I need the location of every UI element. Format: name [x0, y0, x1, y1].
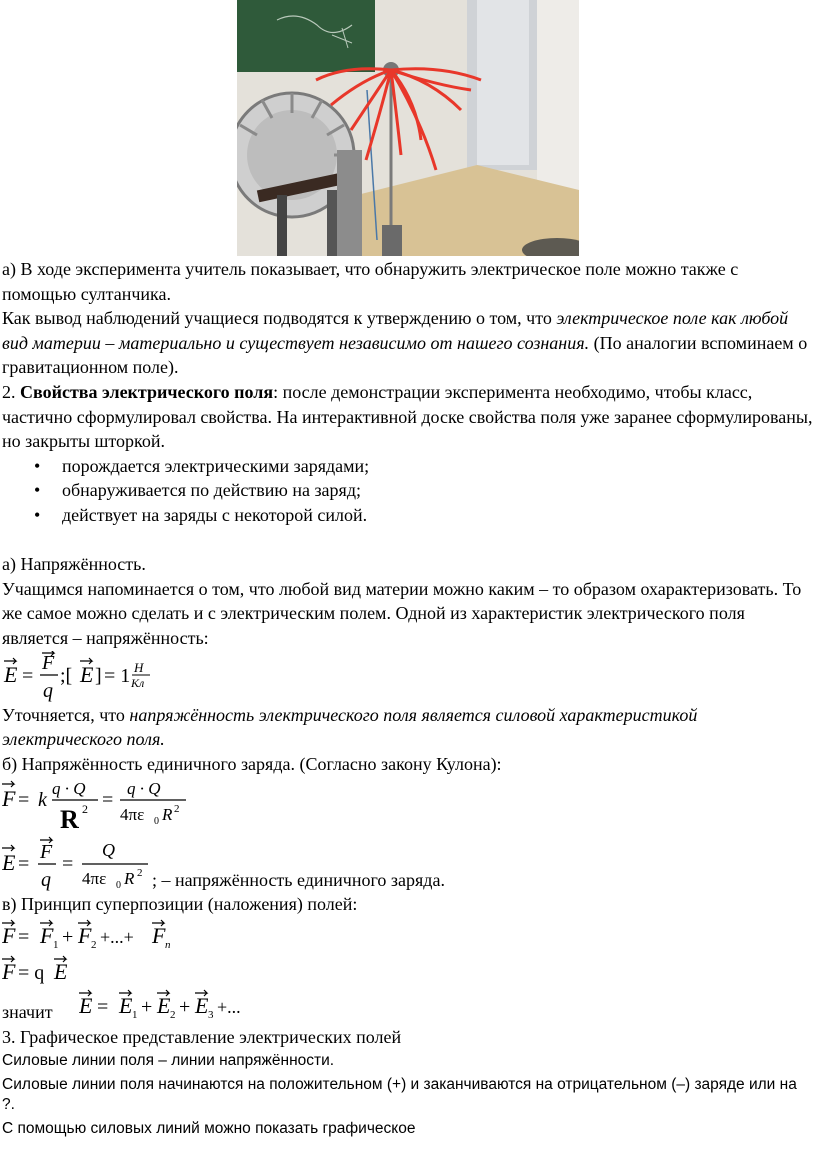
list-item-text: обнаруживается по действию на заряд; — [62, 480, 361, 501]
svg-text:+: + — [62, 925, 74, 948]
bullet-icon: • — [34, 480, 41, 501]
fraction-numerator: q · Q — [52, 779, 86, 799]
paragraph-field-lines-graphic: С помощью силовых линий можно показать графическое — [2, 1120, 416, 1138]
equals-q: = q — [18, 961, 45, 984]
paragraph-clarification — [2, 703, 814, 752]
svg-text:2: 2 — [137, 867, 143, 880]
properties-list — [2, 454, 814, 528]
symbol-f: F — [2, 786, 16, 812]
sum-dots: +...+ — [100, 926, 134, 947]
paragraph-superposition: в) Принцип суперпозиции (наложения) полей: — [2, 894, 358, 915]
spacer — [2, 528, 814, 553]
symbol-r-bold: R — [60, 805, 79, 833]
symbol-k: k — [38, 789, 47, 812]
unit-charge-caption: ; – напряжённость единичного заряда. — [152, 869, 445, 890]
properties-intro-tail: : после демонстрации эксперимента необходимо, чтобы класс, частично сформулировал свойства. На интерактивной доске свойства поля уже заранее сформулированы, но закрыты шторкой. — [2, 381, 813, 452]
svg-text:E: E — [118, 992, 133, 1018]
svg-text:E: E — [54, 958, 68, 984]
paragraph-field-lines: Силовые линии поля – линии напряжённости. — [2, 1052, 335, 1070]
svg-text:2: 2 — [91, 938, 97, 951]
list-item-text: порождается электрическими зарядами; — [62, 455, 370, 476]
chalkboard — [237, 0, 375, 72]
svg-text:=: = — [102, 789, 114, 812]
svg-text:=: = — [62, 853, 74, 876]
svg-text:2: 2 — [169, 1008, 176, 1021]
conclusion-lead: Как вывод наблюдений учащиеся подводятся к утверждению о том, что — [2, 308, 557, 329]
sultan-photo-illustration — [237, 0, 579, 256]
bullet-icon: • — [34, 455, 41, 476]
svg-text:3: 3 — [207, 1008, 214, 1021]
sum-dots: +... — [216, 996, 241, 1017]
svg-text:F: F — [40, 922, 54, 948]
svg-text:=: = — [96, 995, 108, 1018]
svg-text:0: 0 — [116, 880, 121, 892]
list-item — [2, 478, 814, 503]
bullet-icon: • — [34, 504, 41, 525]
svg-text:=: = — [18, 789, 30, 812]
formula-unit-charge-row — [2, 832, 814, 892]
svg-text:=: = — [18, 925, 30, 948]
list-item-text: действует на заряды с некоторой силой. — [62, 504, 368, 525]
svg-text:;[: ;[ — [60, 664, 73, 687]
denominator-r: R — [162, 805, 173, 825]
fraction-numerator-2: q · Q — [127, 779, 161, 799]
list-item — [2, 454, 814, 479]
denominator-r: R — [124, 869, 135, 889]
unit-coulomb: Кл — [131, 675, 145, 690]
svg-text:E: E — [78, 992, 93, 1018]
experiment-photo — [237, 0, 579, 256]
clarification-italic: напряжённость электрического поля является силовой характеристикой электрического поля. — [2, 704, 698, 750]
formula-sum-e — [79, 987, 279, 1025]
section-number: 2. — [2, 381, 20, 402]
paragraph-conclusion — [2, 306, 814, 380]
unit-newton: Н — [134, 659, 144, 675]
svg-text:=: = — [22, 664, 34, 687]
denominator-4pi-eps: 4πε — [120, 805, 145, 825]
svg-text:+: + — [178, 995, 190, 1018]
svg-text:F: F — [152, 922, 166, 948]
symbol-f: F — [40, 841, 53, 864]
conclusion-italic: электрическое поле как любой вид материи – материально и существует независимо от нашего сознания. — [2, 308, 789, 353]
svg-text:=: = — [18, 853, 30, 876]
conclusion-tail: (По аналогии вспоминаем о гравитационном поле). — [2, 332, 808, 378]
symbol-e-unit: E — [80, 661, 94, 687]
svg-text:F: F — [78, 922, 92, 948]
paragraph-graphical-heading: 3. Графическое представление электрических полей — [2, 1026, 402, 1047]
formula-superposition-f — [2, 917, 814, 953]
document-body — [2, 257, 814, 1139]
symbol-e: E — [2, 850, 16, 876]
symbol-f: F — [2, 958, 16, 984]
svg-text:E: E — [156, 992, 171, 1018]
formula-coulomb — [2, 776, 814, 832]
index-n: n — [165, 938, 171, 951]
paragraph-intensity-heading: а) Напряжённость. — [2, 554, 146, 575]
svg-text:1: 1 — [131, 1008, 138, 1021]
paragraph-properties-intro — [2, 380, 814, 454]
symbol-f: F — [2, 922, 16, 948]
clarification-lead: Уточняется, что — [2, 704, 130, 725]
symbol-q: q — [43, 679, 53, 702]
svg-text:2: 2 — [174, 803, 180, 816]
formula-force-qe — [2, 953, 814, 987]
symbol-e: E — [4, 661, 18, 687]
svg-text:2: 2 — [82, 802, 88, 817]
unit-equals: = 1 — [104, 664, 131, 687]
therefore-label: значит — [2, 1002, 53, 1023]
paragraph-intensity-intro: Учащимся напоминается о том, что любой вид материи можно каким – то образом охарактеризовать. То же самое можно сделать и с электрическим полем. Одной из характеристик электрического поля является – напряжённость: — [2, 578, 802, 648]
fraction-numerator-q: Q — [102, 840, 115, 861]
formula-field-definition — [2, 651, 814, 703]
symbol-f: F — [42, 651, 55, 674]
svg-text:+: + — [140, 995, 152, 1018]
section-heading-bold: Свойства электрического поля — [20, 381, 274, 402]
paragraph-sultan: а) В ходе эксперимента учитель показывает, что обнаружить электрическое поле можно также с помощью султанчика. — [2, 259, 739, 304]
denominator-4pi-eps: 4πε — [82, 869, 107, 889]
paragraph-field-lines-start: Силовые линии поля начинаются на положительном (+) и заканчиваются на отрицательном (–) заряде или на ?. — [2, 1076, 797, 1114]
svg-text:1: 1 — [53, 938, 59, 951]
svg-text:E: E — [194, 992, 209, 1018]
symbol-q: q — [41, 869, 51, 892]
svg-text:]: ] — [95, 664, 102, 687]
list-item — [2, 503, 814, 528]
paragraph-unit-charge: б) Напряжённость единичного заряда. (Согласно закону Кулона): — [2, 753, 502, 774]
formula-sum-row — [2, 987, 814, 1025]
svg-text:0: 0 — [154, 816, 159, 828]
formula-unit-charge — [2, 832, 152, 892]
